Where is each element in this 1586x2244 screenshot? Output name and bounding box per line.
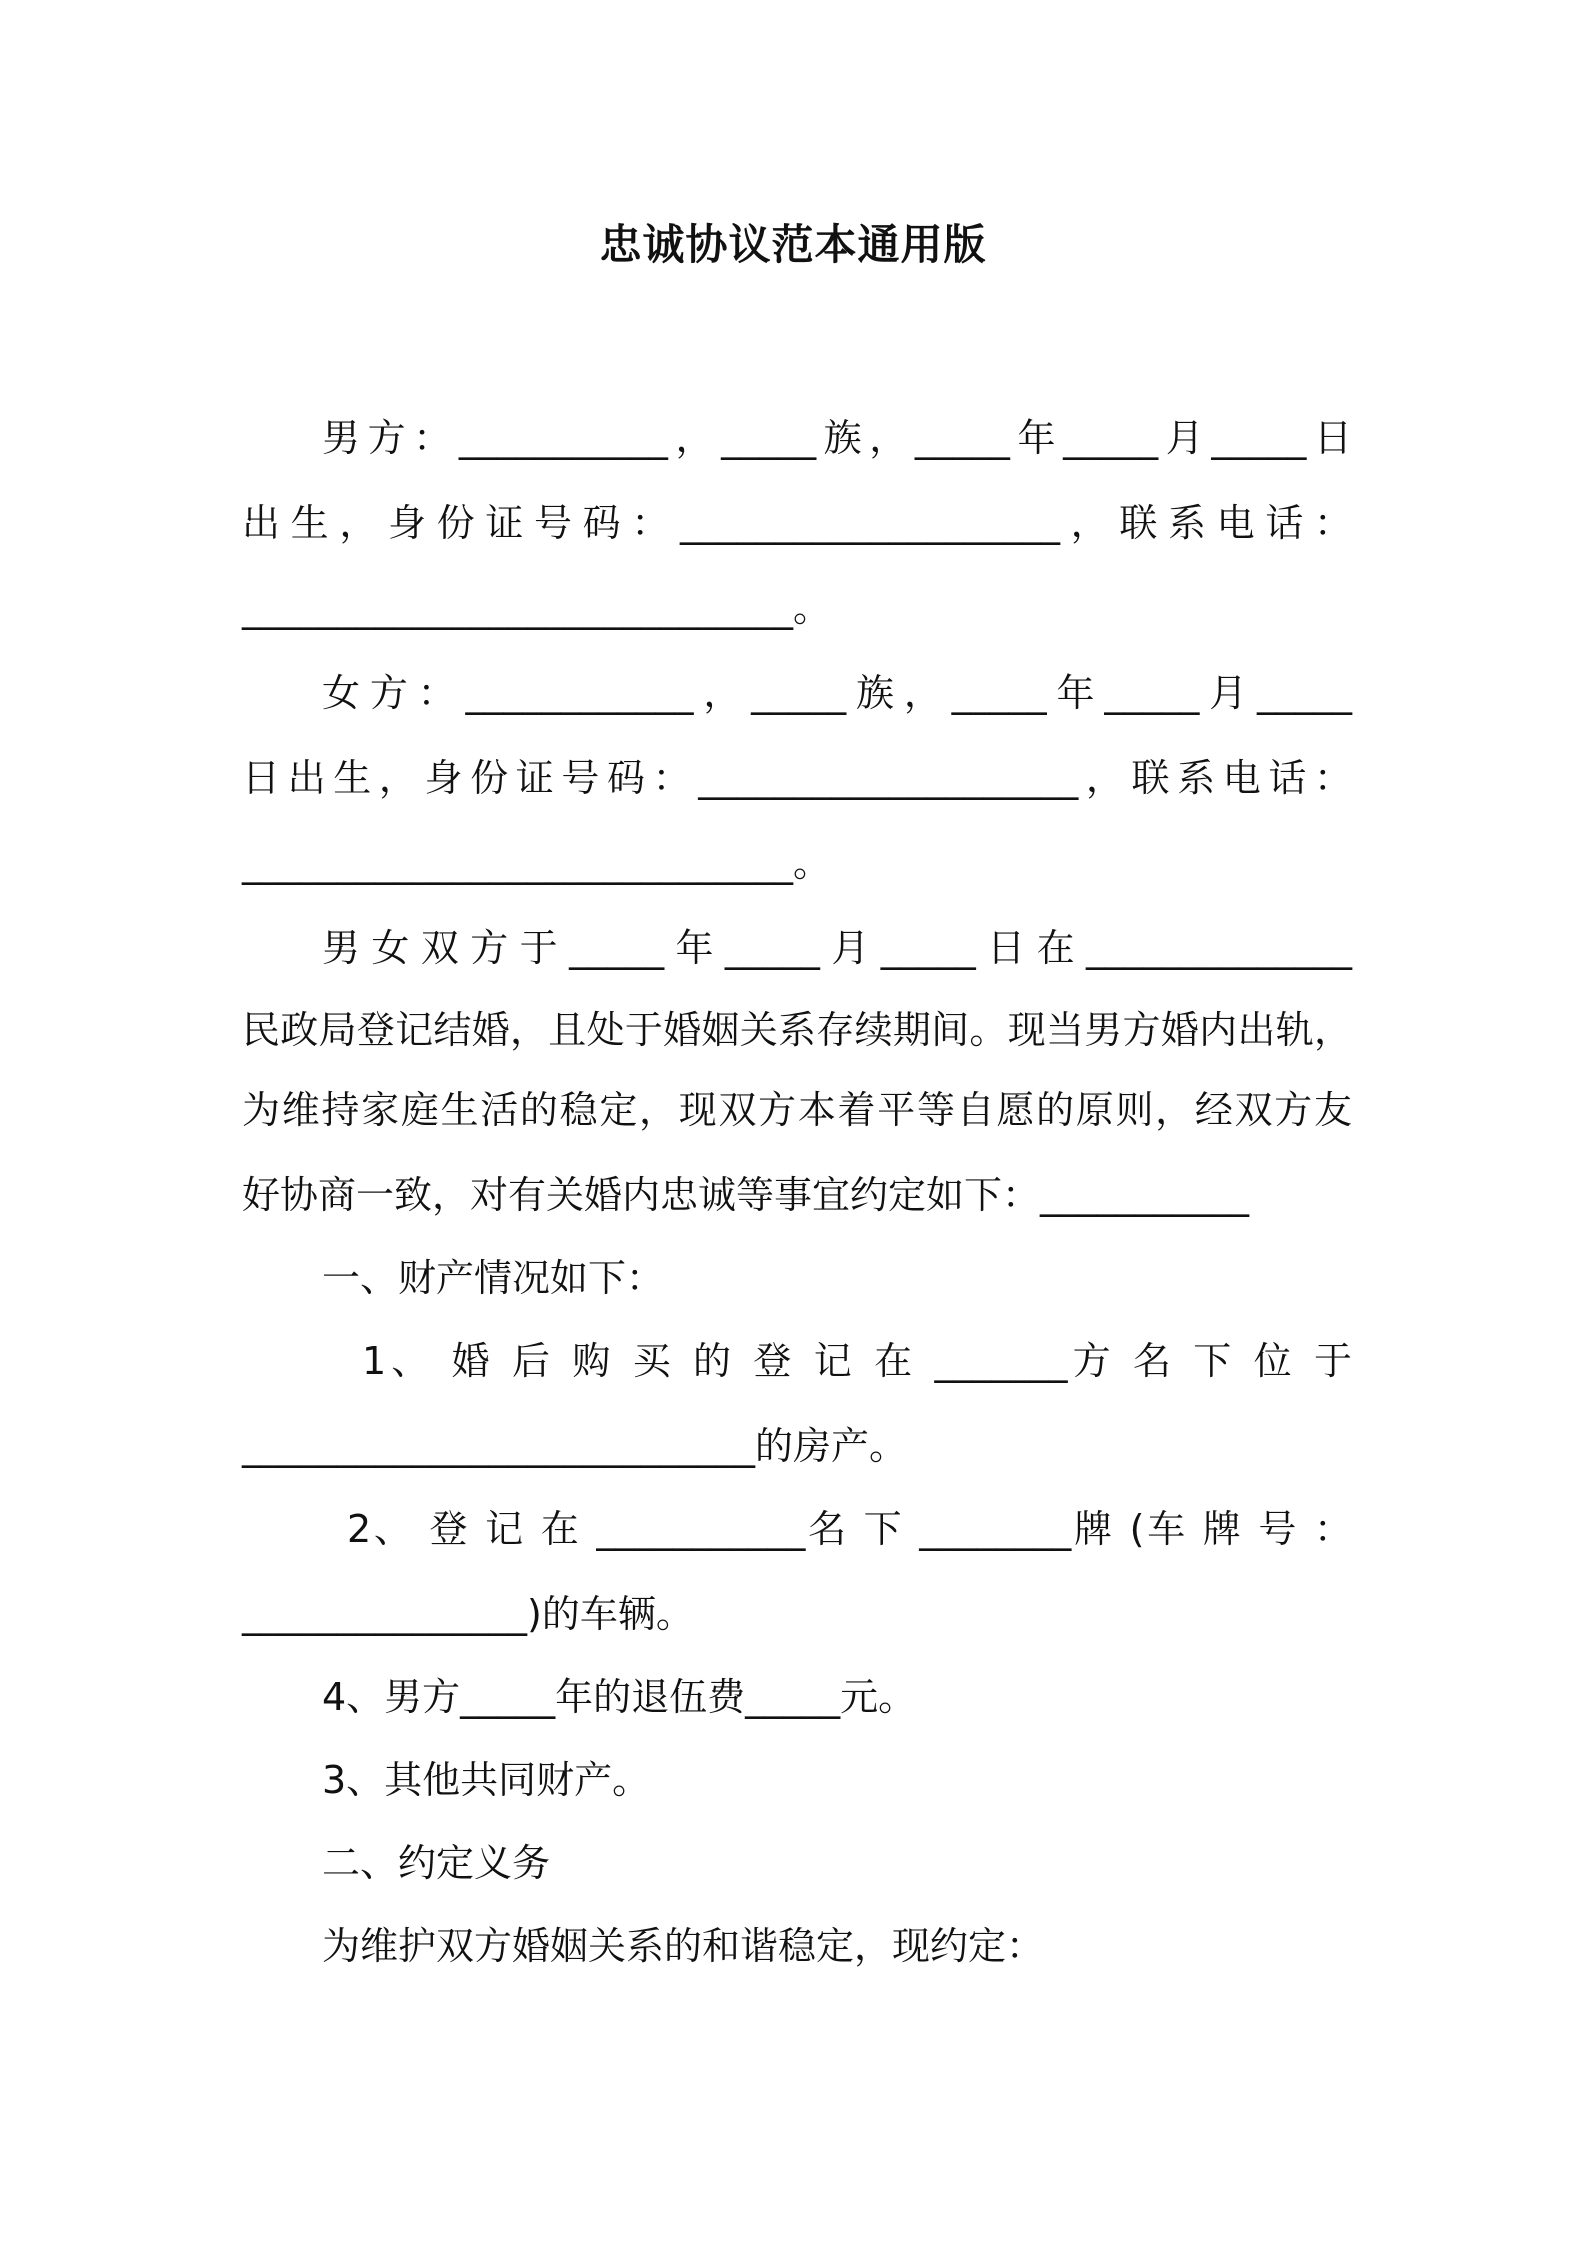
list-item-continuation: _______________)的车辆。 (242, 1592, 694, 1636)
list-item: 4、男方_____年的退伍费_____元。 (322, 1675, 917, 1719)
paragraph-line: 好协商一致，对有关婚内忠诚等事宜约定如下：___________ (242, 1173, 1250, 1217)
list-item: 1、 婚 后 购 买 的 登 记 在 _______方 名 下 位 于 (362, 1339, 1352, 1383)
document-title: 忠诚协议范本通用版 (599, 220, 987, 269)
paragraph-line: 为维持家庭生活的稳定，现双方本着平等自愿的原则，经双方友 (242, 1088, 1352, 1132)
paragraph-line: 为维护双方婚姻关系的和谐稳定，现约定： (322, 1924, 1045, 1968)
paragraph-line: 男方：___________，_____族，_____年_____月_____日 (322, 416, 1352, 460)
paragraph-line: 日出生，身份证号码：____________________，联系电话： (242, 756, 1352, 800)
paragraph-line: _____________________________。 (242, 841, 832, 885)
list-item: 3、其他共同财产。 (322, 1758, 651, 1802)
paragraph-line: 出生，身份证号码：____________________，联系电话： (242, 501, 1352, 545)
paragraph-line: 女方：____________，_____族，_____年_____月_____ (322, 671, 1352, 715)
paragraph-line: _____________________________。 (242, 586, 832, 630)
list-item: 2、 登 记 在 ___________名 下 ________牌 (车 牌 号 ： (347, 1507, 1352, 1551)
list-item-continuation: ___________________________的房产。 (242, 1424, 908, 1468)
paragraph-line: 民政局登记结婚，且处于婚姻关系存续期间。现当男方婚内出轨， (242, 1008, 1352, 1052)
section-heading: 二、约定义务 (322, 1841, 551, 1885)
paragraph-line: 男女双方于_____年_____月_____日在______________ (322, 926, 1352, 970)
section-heading: 一、财产情况如下： (322, 1256, 665, 1300)
